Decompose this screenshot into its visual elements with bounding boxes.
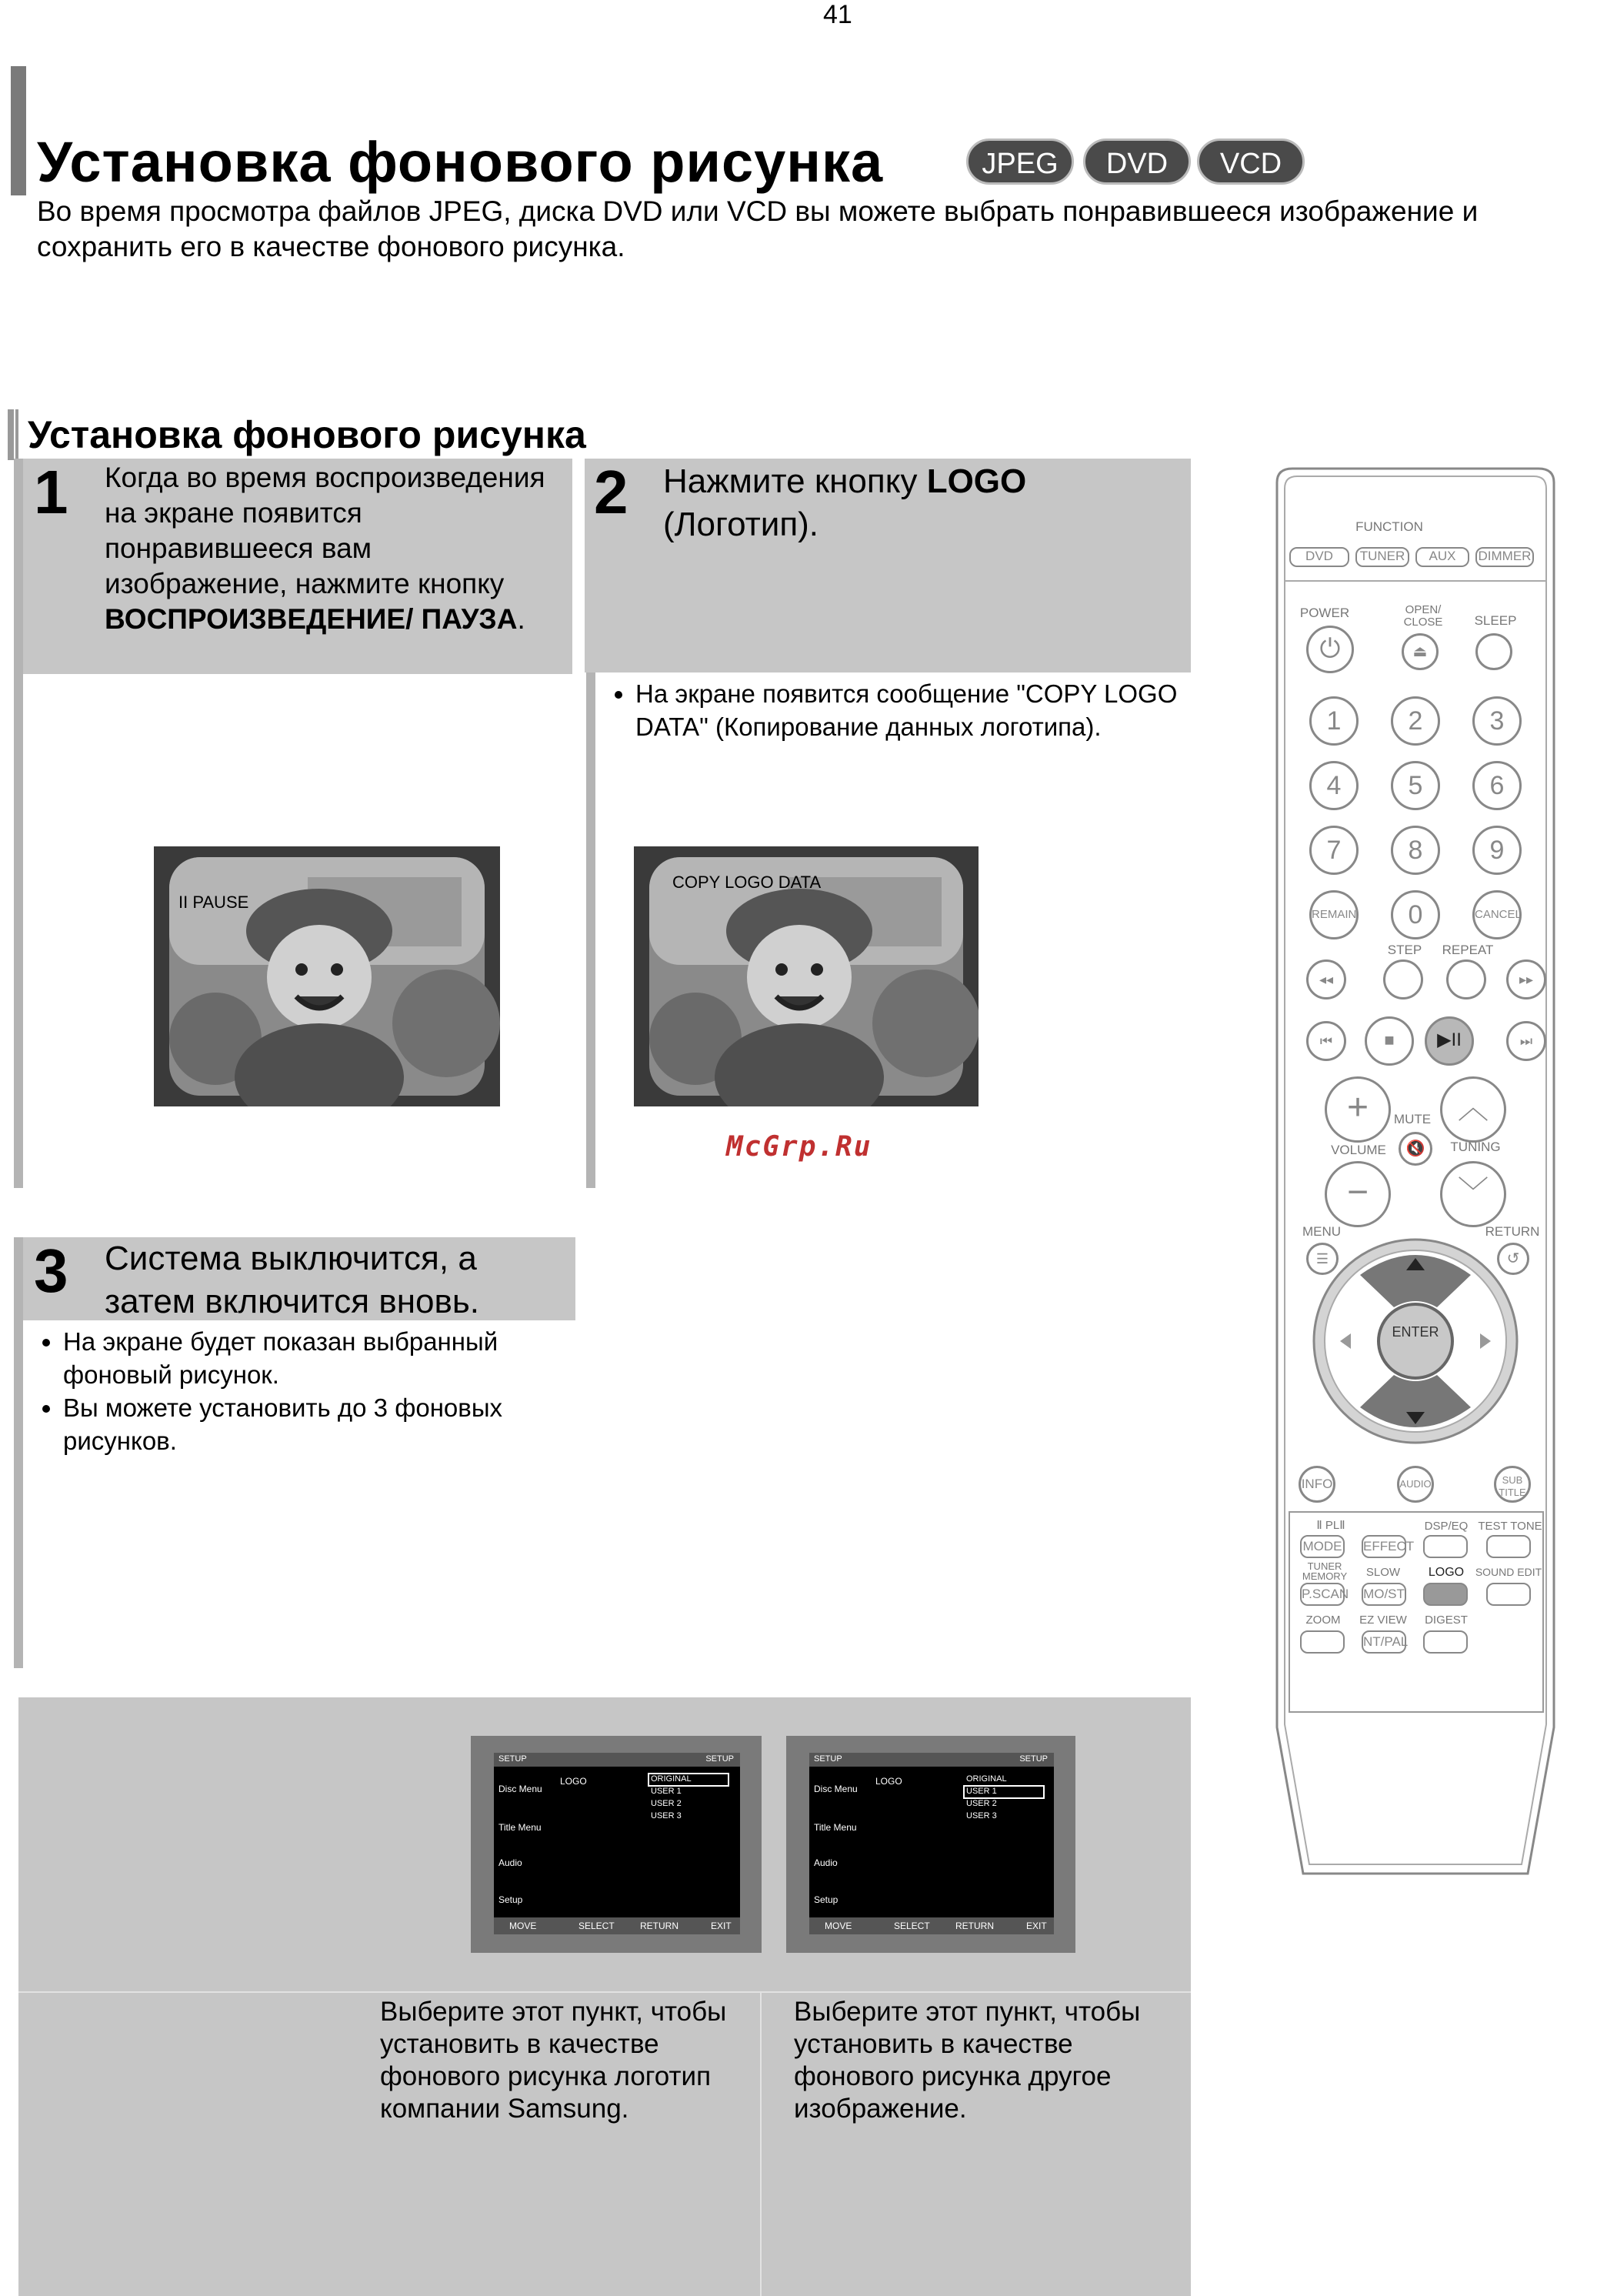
caption-user: Выберите этот пункт, чтобы установить в качестве фонового рисунка другое изображение. <box>794 1997 1141 2124</box>
menu2-footer-exit: EXIT <box>1026 1921 1047 1931</box>
remote-key-7[interactable]: 7 <box>1309 826 1359 875</box>
remote-cancel-button[interactable]: CANCEL <box>1472 890 1522 939</box>
menu2-footer-move: MOVE <box>825 1921 852 1931</box>
remote-key-8[interactable]: 8 <box>1391 826 1440 875</box>
stop-icon[interactable]: ■ <box>1365 1016 1414 1066</box>
copy-logo-label: COPY LOGO DATA <box>672 873 822 892</box>
menu2-header-right: SETUP <box>1019 1754 1048 1764</box>
remote-mo-st-button[interactable]: MO/ST <box>1362 1583 1406 1606</box>
menu-logo-label: LOGO <box>560 1776 587 1787</box>
remote-dsp-eq-button[interactable] <box>1423 1535 1468 1558</box>
menu2-footer-return: RETURN <box>955 1921 994 1931</box>
remote-test-tone-label: TEST TONE <box>1478 1520 1542 1533</box>
step2-screen-photo <box>634 846 979 1106</box>
watermark: McGrp.Ru <box>726 1131 872 1163</box>
remote-menu-label: MENU <box>1302 1224 1342 1239</box>
fast-forward-icon[interactable]: ▸▸ <box>1506 959 1546 999</box>
menu2-header-left: SETUP <box>814 1754 842 1764</box>
remote-test-tone-button[interactable] <box>1486 1535 1531 1558</box>
options-divider <box>18 1991 1191 1993</box>
step2-text: Нажмите кнопку LOGO (Логотип). <box>663 462 1027 543</box>
menu-header-left: SETUP <box>498 1754 527 1764</box>
step3-text: Система выключится, а затем включится вновь. <box>105 1240 479 1320</box>
menu-opt-user3: USER 3 <box>651 1811 682 1820</box>
menu2-item-setup: Setup <box>814 1894 839 1905</box>
menu2-item-title: Title Menu <box>814 1822 857 1833</box>
menu-opt-user2: USER 2 <box>651 1799 682 1808</box>
remote-key-6[interactable]: 6 <box>1472 761 1522 810</box>
skip-forward-icon[interactable]: ⏭ <box>1506 1021 1546 1061</box>
play-pause-icon[interactable]: ▶II <box>1425 1016 1474 1066</box>
remote-ez-view-label: EZ VIEW <box>1359 1614 1407 1627</box>
remote-p-scan-button[interactable]: P.SCAN <box>1300 1583 1345 1606</box>
pause-label: II PAUSE <box>178 893 249 912</box>
remote-return-label: RETURN <box>1485 1224 1540 1239</box>
menu-item-setup: Setup <box>498 1894 523 1905</box>
menu-item-disc: Disc Menu <box>498 1784 542 1794</box>
menu-item-audio: Audio <box>498 1857 522 1868</box>
remote-effect-button[interactable]: EFFECT <box>1362 1535 1406 1558</box>
remote-tuner-memory-label: TUNER MEMORY <box>1302 1560 1348 1582</box>
step1-text: Когда во время воспроизведения на экране появится понравившееся вам изображение, нажмите кнопку ВОСПРОИЗВЕДЕНИЕ/ ПАУЗА. <box>105 462 545 635</box>
step1-side-line <box>14 459 23 1188</box>
remote-audio-button[interactable]: AUDIO <box>1397 1466 1434 1503</box>
remote-tuner-button[interactable]: TUNER <box>1355 547 1409 567</box>
remote-zoom-label: ZOOM <box>1305 1614 1341 1627</box>
menu-opt-user1: USER 1 <box>651 1787 682 1796</box>
step2-bullets <box>609 677 1179 743</box>
menu-footer-select: SELECT <box>578 1921 615 1931</box>
remote-enter-label[interactable]: ENTER <box>1392 1324 1439 1340</box>
remote-info-button[interactable]: INFO <box>1299 1466 1335 1503</box>
menu-screenshot-user <box>786 1736 1075 1953</box>
volume-up-icon[interactable]: + <box>1325 1076 1391 1143</box>
section-subtitle: Установка фонового рисунка <box>28 413 586 456</box>
return-icon[interactable]: ↺ <box>1497 1243 1529 1275</box>
remote-sound-edit-label: SOUND EDIT <box>1475 1566 1542 1578</box>
remote-tuning-label: TUNING <box>1450 1140 1501 1154</box>
skip-back-icon[interactable]: ⏮ <box>1306 1021 1346 1061</box>
remote-dvd-button[interactable]: DVD <box>1289 547 1349 567</box>
remote-open-close-label: OPEN/ CLOSE <box>1403 603 1443 629</box>
step3-number: 3 <box>34 1236 68 1305</box>
step1-number: 1 <box>34 458 68 526</box>
remote-sleep-button[interactable] <box>1475 633 1512 670</box>
step1-screen-photo <box>154 846 500 1106</box>
remote-key-9[interactable]: 9 <box>1472 826 1522 875</box>
subtitle-accent-bar <box>8 409 14 460</box>
remote-digest-label: DIGEST <box>1425 1614 1468 1627</box>
remote-dsp-eq-label: DSP/EQ <box>1424 1520 1469 1533</box>
step3-bullets <box>37 1325 575 1457</box>
step2-number: 2 <box>594 458 628 526</box>
remote-step-label: STEP <box>1387 943 1422 957</box>
menu2-item-disc: Disc Menu <box>814 1784 858 1794</box>
page-title: Установка фонового рисунка <box>37 130 884 194</box>
options-col-divider <box>760 1991 762 2296</box>
menu2-logo-label: LOGO <box>875 1776 902 1787</box>
rewind-icon[interactable]: ◂◂ <box>1306 959 1346 999</box>
remote-repeat-button[interactable] <box>1446 959 1486 999</box>
tuning-down-icon[interactable]: ﹀ <box>1440 1161 1506 1227</box>
menu-header-right: SETUP <box>705 1754 734 1764</box>
remote-dimmer-button[interactable]: DIMMER <box>1475 547 1534 567</box>
page-number: 41 <box>823 0 852 29</box>
menu-opt-original: ORIGINAL <box>651 1774 692 1784</box>
menu2-opt-user2: USER 2 <box>966 1799 997 1808</box>
remote-subtitle-button[interactable]: SUB TITLE <box>1494 1466 1531 1503</box>
subtitle-accent-bar-2 <box>15 409 18 460</box>
remote-nt-pal-button[interactable]: NT/PAL <box>1362 1630 1406 1654</box>
step3-bullet-2: • Вы можете установить до 3 фоновых рисунков. <box>63 1391 575 1457</box>
eject-icon[interactable]: ⏏ <box>1402 633 1439 670</box>
remote-key-3[interactable]: 3 <box>1472 696 1522 746</box>
badge-vcd: VCD <box>1197 138 1305 185</box>
remote-logo-button[interactable] <box>1423 1583 1468 1606</box>
menu2-opt-user1: USER 1 <box>966 1787 997 1796</box>
remote-sound-edit-button[interactable] <box>1486 1583 1531 1606</box>
step3-side-line <box>14 1237 23 1668</box>
remote-aux-button[interactable]: AUX <box>1415 547 1469 567</box>
remote-sleep-label: SLEEP <box>1474 613 1517 628</box>
remote-control <box>1266 466 1565 1881</box>
power-icon[interactable]: ⏻ <box>1306 626 1354 673</box>
remote-repeat-label: REPEAT <box>1442 943 1494 957</box>
step3-bullet-1: • На экране будет показан выбранный фоновый рисунок. <box>63 1325 575 1391</box>
remote-pl2-label: Ⅱ PLⅡ <box>1316 1519 1345 1532</box>
menu-footer-return: RETURN <box>640 1921 678 1931</box>
menu2-item-audio: Audio <box>814 1857 838 1868</box>
title-accent-bar <box>11 66 26 195</box>
tuning-up-icon[interactable]: ︿ <box>1440 1076 1506 1143</box>
remote-power-label: POWER <box>1299 606 1350 620</box>
menu-footer-exit: EXIT <box>711 1921 732 1931</box>
menu-footer-move: MOVE <box>509 1921 537 1931</box>
remote-mute-label: MUTE <box>1393 1112 1432 1126</box>
remote-key-4[interactable]: 4 <box>1309 761 1359 810</box>
menu-screenshot-original <box>471 1736 762 1953</box>
remote-key-1[interactable]: 1 <box>1309 696 1359 746</box>
caption-original: Выберите этот пункт, чтобы установить в качестве фонового рисунка логотип компании Samsung. <box>380 1997 727 2124</box>
intro-text: Во время просмотра файлов JPEG, диска DVD или VCD вы можете выбрать понравившееся изображение и сохранить его в качестве фонового рисунка. <box>37 195 1479 262</box>
menu2-opt-user3: USER 3 <box>966 1811 997 1820</box>
remote-key-5[interactable]: 5 <box>1391 761 1440 810</box>
mute-icon[interactable]: 🔇 <box>1399 1132 1432 1166</box>
volume-down-icon[interactable]: − <box>1325 1161 1391 1227</box>
remote-key-2[interactable]: 2 <box>1391 696 1440 746</box>
remote-digest-button[interactable] <box>1423 1630 1468 1654</box>
remote-slow-label: SLOW <box>1365 1566 1401 1579</box>
remote-function-label: FUNCTION <box>1355 519 1423 534</box>
menu2-footer-select: SELECT <box>894 1921 930 1931</box>
remote-remain-button[interactable]: REMAIN <box>1309 890 1359 939</box>
remote-key-0[interactable]: 0 <box>1391 890 1440 939</box>
badge-dvd: DVD <box>1083 138 1191 185</box>
remote-step-button[interactable] <box>1383 959 1423 999</box>
menu-icon[interactable]: ☰ <box>1306 1243 1339 1275</box>
remote-logo-label: LOGO <box>1428 1566 1465 1579</box>
remote-zoom-button[interactable] <box>1300 1630 1345 1654</box>
menu-item-title: Title Menu <box>498 1822 542 1833</box>
remote-volume-label: VOLUME <box>1331 1143 1386 1157</box>
remote-mode-button[interactable]: MODE <box>1300 1535 1345 1558</box>
step2-bullet: • На экране появится сообщение "COPY LOGO DATA" (Копирование данных логотипа). <box>635 677 1179 743</box>
badge-jpeg: JPEG <box>966 138 1074 185</box>
step2-side-line <box>586 672 595 1188</box>
menu2-opt-original: ORIGINAL <box>966 1774 1007 1784</box>
